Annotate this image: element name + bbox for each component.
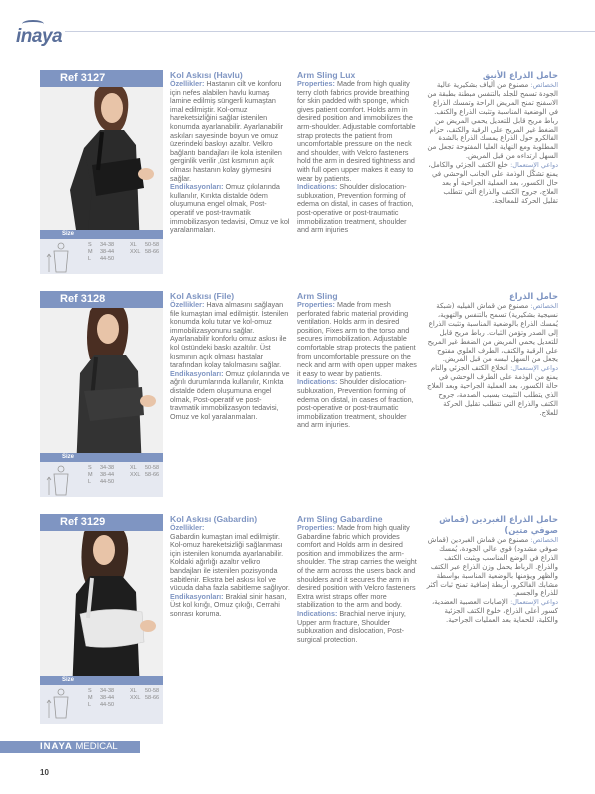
arabic-description — [426, 70, 558, 206]
size-table — [88, 242, 159, 263]
indications-label-ar: دواعي الإستعمال: — [510, 161, 558, 170]
properties-label-tr: Özellikler: — [170, 300, 205, 309]
ref-label: Ref 3128 — [40, 291, 163, 308]
size-label: Size — [40, 676, 163, 685]
indications-text-ar: الإصابات العصبية العضدية، كسور أعلى الذراع، خلوع الكتف الجزئية والكلية، للحماية بعد العمليات الجراحية. — [432, 598, 558, 625]
indications-text-tr: Omuz çıkılarında kullanılır, Kırıkta distalde ödem oluşumuna engel olmak, Post-operatif ve post-travmatik immobilizasyon tedavisi, Omuz ve kol yaralanmaları. — [170, 182, 290, 235]
indications-text-ar: خلع الكتف الجزئي والكامل، يمنع تشكّل الوذمة على الجانب الوحشي في حال الكسور، بعد العملية الجراحية أو بعد العلاج، جروح الكتف والذراع التي تتطلب تقليل الحركة للمعالجة. — [428, 161, 558, 205]
turkish-description — [170, 70, 290, 235]
size-row: S 34-38 XL 50-58 — [88, 242, 160, 248]
body-measure-icon — [46, 465, 76, 501]
english-description — [297, 291, 419, 430]
footer-brand — [40, 741, 118, 753]
body-measure-icon — [46, 242, 76, 278]
indications-text-tr: Brakial sinir hasarı, Üst kol kırığı, Omuz çıkığı, Cerrahi sonrası koruma. — [170, 591, 287, 618]
turkish-description — [170, 514, 290, 619]
size-row: S 34-38 XL 50-58 — [88, 465, 160, 471]
product-photo — [40, 291, 163, 471]
product-title-tr: Kol Askısı (File) — [170, 291, 235, 301]
properties-label-ar: الخصائص: — [530, 302, 558, 310]
properties-text-ar: مصنوع من ألياف بشكيرية عالية الجودة تسمح للجلد بالتنفس مبطنة بطبقة من الاسفنج تمنح المريض الراحة وتمسك الذراع في الوضعية المناسبة وتثبت الذراع والكتف. رباط مريح قابل للتعديل يحمي المريض من الضغط غير المريح على الرقبة والكتف، حزام الفالكرو حول الذراع يمسك الذراع بالشدة المطلوبة ومع النهاية العليا المفتوحة تجعل من السهل ارتداءه من قبل المريض. — [427, 81, 558, 161]
header-divider — [65, 31, 595, 32]
indications-label-en: Indications: — [297, 182, 338, 192]
size-box — [40, 676, 163, 724]
footer-brand-rest: MEDICAL — [72, 741, 118, 752]
ref-label: Ref 3129 — [40, 514, 163, 531]
properties-label-tr: Özellikler: — [170, 523, 205, 532]
size-row: L 44-50 — [88, 479, 115, 485]
logo-text: inaya — [16, 26, 63, 47]
indications-label-tr: Endikasyonları: — [170, 591, 224, 601]
product-title-tr: Kol Askısı (Gabardin) — [170, 514, 258, 524]
size-row: M 38-44 XXL 58-66 — [88, 472, 160, 478]
properties-text-ar: مصنوع من قماش الفيليه (شبكة نسيجية بشكيرية) تسمح بالتنفس والتهوية، يُمسك الذراع بالوضعية المناسبة وتثبت الذراع إلى الصدر وتؤمن الثبات. رباط مريح قابل للتعديل يحمي المريض من الضغط غير المريح على الرقبة والكتف، الطرف العلوي مفتوح يجعل من السهل لبسه من قبل المريض. — [427, 302, 558, 364]
size-row: L 44-50 — [88, 256, 115, 262]
size-table — [88, 465, 159, 486]
properties-label-en: Properties: — [297, 300, 335, 309]
indications-label-en: Indications: — [297, 377, 338, 387]
properties-label-ar: الخصائص: — [530, 81, 558, 89]
size-box — [40, 230, 163, 274]
ref-label: Ref 3127 — [40, 70, 163, 87]
properties-text-en: Made from high quality terry cloth fabrics provide breathing for skin padded with sponge, which gives patient comfort. Holds arm in desired position and immobilizes the arm-shoulder. Adjustable comfortable strap protects the patient from uncomfortable pressure on the neck and shoulder, with Velcro fasteners hold the arm in desired tightness and with full open upper makes it easy to wear by patients. — [297, 79, 416, 183]
logo-mark-icon — [22, 20, 44, 28]
footer-brand-bold: INAYA — [40, 741, 73, 752]
indications-label-ar: دواعي الإستعمال: — [510, 598, 558, 607]
properties-label-ar: الخصائص: — [530, 536, 558, 544]
body-measure-icon — [46, 688, 76, 724]
indications-text-en: Brachial nerve injury, Upper arm fracture, Shoulder subluxation and dislocation, Post-surgical protection. — [297, 608, 406, 644]
size-box — [40, 453, 163, 497]
size-table — [88, 688, 159, 709]
size-row: S 34-38 XL 50-58 — [88, 688, 160, 694]
model-arm-sling-lux-image — [40, 70, 163, 250]
product-photo — [40, 70, 163, 250]
indications-label-ar: دواعي الإستعمال: — [510, 364, 558, 373]
page-number: 10 — [40, 768, 49, 777]
turkish-description — [170, 291, 290, 421]
indications-text-tr: Omuz çıkılarında ve ağrılı durumlarında kullanılır, Kırıkta distalde ödem oluşumuna engel olmak, Post-operatif ve post-travmatik immobilizasyon tedavisi, Omuz ve kol yaralanmaları. — [170, 368, 290, 421]
size-row: M 38-44 XXL 58-66 — [88, 249, 160, 255]
properties-text-tr: Hava almasını sağlayan file kumaştan imal edilmiştir. İstenilen konumda kolu tutar ve kol-omuz immobilizasyonunu sağlar. Ayarlanabilir konforlu omuz askısı ile kol üstündeki baskı azaltılır. Üst kısmının açık olması hastalar tarafından kolay takılmasını sağlar. — [170, 300, 289, 370]
arabic-description — [426, 291, 558, 418]
product-title-tr: Kol Askısı (Havlu) — [170, 70, 243, 80]
product-photo — [40, 514, 163, 694]
properties-label-en: Properties: — [297, 523, 335, 532]
size-row: L 44-50 — [88, 702, 115, 708]
indications-text-en: Shoulder dislocation-subluxation, Prevention forming of edema on distal, in cases of fraction, post-operative or post-traumatic immobilization treatment, shoulder and arm injuries. — [297, 377, 414, 430]
properties-label-tr: Özellikler: — [170, 79, 205, 88]
indications-label-en: Indications: — [297, 608, 338, 618]
model-arm-sling-image — [40, 291, 163, 471]
indications-text-en: Shoulder dislocation-subluxation, Prevention forming of edema on distal, in cases of fraction, post-operative or post-traumatic immobilization treatment, shoulder and arm injuries — [297, 182, 414, 235]
model-arm-sling-gabardine-image — [40, 514, 163, 694]
product-title-ar: حامل الذراع — [508, 291, 558, 301]
product-title-ar: حامل الذراع الأنيق — [482, 70, 558, 80]
properties-text-en: Made from high quality Gabardine fabric which provides comfort and Holds arm in desired position and immobilizes the arm-shoulder. The strap carries the weight of the arm across the users back and shoulders and it secures the arm in desired position with Velcro fasteners Extra wrist straps offer more stabilization to the arm and body. — [297, 523, 417, 610]
properties-text-en: Made from mesh perforated fabric material providing ventilation. Holds arm in desired position, Fixes arm to the torso and secures immobilization. Adjustable comfortable strap protects the patient from uncomfortable pressure on the neck and arm with open upper makes it easy to wear by patients. — [297, 300, 417, 378]
product-title-en: Arm Sling Gabardine — [297, 514, 383, 524]
english-description — [297, 70, 419, 235]
size-label: Size — [40, 230, 163, 239]
size-row: M 38-44 XXL 58-66 — [88, 695, 160, 701]
properties-label-en: Properties: — [297, 79, 335, 88]
english-description — [297, 514, 419, 644]
indications-label-tr: Endikasyonları: — [170, 182, 224, 192]
arabic-description — [426, 514, 558, 625]
product-title-en: Arm Sling Lux — [297, 70, 356, 80]
indications-label-tr: Endikasyonları: — [170, 368, 224, 378]
product-title-ar: حامل الذراع الغبردين (قماش صوفي متين) — [439, 514, 558, 535]
properties-text-tr: Gabardin kumaştan imal edilmiştir. Kol-omuz hareketsizliği sağlanması için istenilen konumda ayarlanabilir. Koldaki ağırlığı azaltır velkro bandajları ile istenilen pozisyonda sabitlenir. Ekstra bel askısı kol ve vücuda daha fazla sabitleme sağlıyor. — [170, 531, 290, 593]
product-title-en: Arm Sling — [297, 291, 338, 301]
brand-logo — [16, 26, 62, 48]
indications-text-ar: انخلاع الكتف الجزئي والتام يمنع من الوذمة على الطرف الوحشي في حالة الكسور، بعد العملية الجراحية وبعد العلاج الذي يتطلب التثبيت بسبب الصدمة، جروح الكتف والذراع التي تتطلب تقليل الحركة للعلاج. — [427, 364, 558, 417]
properties-text-tr: Hastanın cilt ve konforu için nefes alabilen havlu kumaş lamine edilmiş süngerli kumaştan imal edilmiştir. Kol-omuz hareketsizliğini sağlar istenilen konumda ayarlanabilir. Ayarlanabilir askıları sayesinde boyun ve omuz üzerindeki baskıyı azaltır. Velkro bağlantı bandajları ile kola istenilen gerginlik verilir ,üst kısmının açık olması hastanın kolay giymesini sağlar. — [170, 79, 283, 183]
properties-text-ar: مصنوع من قماش الغبردين (قماش صوفي مشدود) قوي عالي الجودة، يُمسك الذراع في الوضع المناسب ويثبت الكتف والذراع. الرباط يحمل وزن الذراع عبر الكتف والظهر ويؤمنها بالوضعية المناسبة بواسطة مشابك الفالكرو، أربطة إضافية تمنح ثبات أكثر للذراع والجسم. — [426, 536, 558, 598]
size-label: Size — [40, 453, 163, 462]
